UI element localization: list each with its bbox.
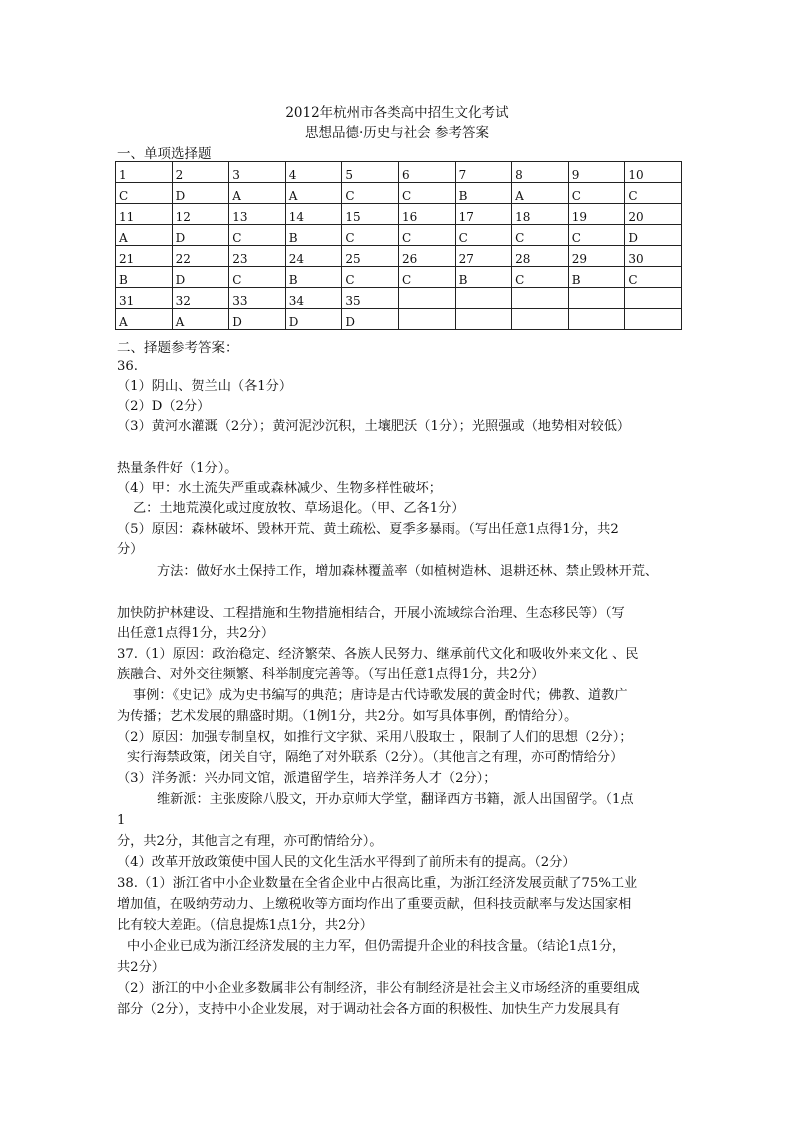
table-cell: A [116,309,173,330]
table-cell: 33 [229,288,286,309]
table-cell [625,309,682,330]
table-cell: 6 [398,162,455,183]
table-row [116,309,682,330]
table-cell: B [285,267,342,288]
table-cell: C [342,225,399,246]
table-row [116,246,682,267]
text-line: 加快防护林建设、工程措施和生物措施相结合，开展小流域综合治理、生态移民等）（写 [117,606,625,621]
table-cell: B [455,267,512,288]
table-cell: C [398,267,455,288]
text-line: 热量条件好（1分）。 [117,461,238,476]
table-cell: C [455,225,512,246]
table-cell: 35 [342,288,399,309]
table-cell: D [172,225,229,246]
text-line: 为传播；艺术发展的鼎盛时期。（1例1分，共2分。如写具体事例，酌情给分）。 [117,709,578,724]
table-cell: B [455,183,512,204]
table-cell: A [116,225,173,246]
table-cell: 8 [512,162,569,183]
text-line: （5）原因：森林破坏、毁林开荒、黄土疏松、夏季多暴雨。（写出任意1点得1分，共2 [117,522,619,537]
table-row [116,288,682,309]
table-cell: 10 [625,162,682,183]
table-cell: C [512,225,569,246]
table-row [116,225,682,246]
table-cell [568,288,625,309]
text-line: （3）黄河水灌溉（2分）；黄河泥沙沉积，土壤肥沃（1分）；光照强或（地势相对较低） [117,419,631,434]
table-cell: B [568,267,625,288]
text-line: （1）阴山、贺兰山（各1分） [117,379,293,394]
table-cell: 4 [285,162,342,183]
table-cell [625,288,682,309]
table-cell: 27 [455,246,512,267]
table-cell: 16 [398,204,455,225]
table-cell: 9 [568,162,625,183]
text-line: 37.（1）原因：政治稳定、经济繁荣、各族人民努力、继承前代文化和吸收外来文化 、民 [117,647,639,662]
text-line: 分） [117,542,144,557]
text-line: 方法：做好水土保持工作，增加森林覆盖率（如植树造林、退耕还林、禁止毁林开荒、 [157,564,659,579]
answer-table [115,161,682,330]
text-line: 维新派：主张废除八股文，开办京师大学堂，翻译西方书籍，派人出国留学。（1点 [157,792,634,807]
table-cell: C [512,267,569,288]
table-cell: 30 [625,246,682,267]
text-line: （2）原因：加强专制皇权，如推行文字狱、采用八股取士 ，限制了人们的思想（2分）； [117,730,633,745]
table-cell: D [625,225,682,246]
table-cell: C [342,267,399,288]
table-cell: C [398,225,455,246]
text-line: 36. [117,359,138,374]
text-line: 1 [117,813,126,828]
table-cell: A [229,183,286,204]
text-line: 部分（2分），支持中小企业发展，对于调动社会各方面的积极性、加快生产力发展具有 [117,1002,620,1017]
table-row [116,204,682,225]
text-line: 38.（1）浙江省中小企业数量在全省企业中占很高比重，为浙江经济发展贡献了75%工业 [117,876,638,891]
table-cell [398,288,455,309]
table-cell: 13 [229,204,286,225]
table-cell: C [625,267,682,288]
text-line: 比有较大差距。（信息提炼1点1分，共2分） [117,918,373,933]
text-line: （3）洋务派：兴办同文馆，派遣留学生，培养洋务人才（2分）； [117,771,497,786]
text-line: （4）改革开放政策使中国人民的文化生活水平得到了前所未有的提高。（2分） [117,855,576,870]
table-row [116,267,682,288]
table-cell: 24 [285,246,342,267]
table-cell: 29 [568,246,625,267]
table-cell: A [512,183,569,204]
table-cell: 3 [229,162,286,183]
table-cell [398,309,455,330]
text-line: （2）D（2分） [117,399,211,414]
text-line: 共2分） [117,960,165,975]
table-cell: 2 [172,162,229,183]
table-cell [512,309,569,330]
text-line: 乙：土地荒漠化或过度放牧、草场退化。（甲、乙各1分） [133,501,465,516]
text-line: （4）甲：水土流失严重或森林减少、生物多样性破坏； [117,481,442,496]
table-cell: 22 [172,246,229,267]
table-cell [455,288,512,309]
table-cell: C [229,267,286,288]
table-cell: D [285,309,342,330]
table-row [116,183,682,204]
table-cell: 34 [285,288,342,309]
table-cell: 7 [455,162,512,183]
text-line: 分，共2分，其他言之有理，亦可酌情给分）。 [117,834,383,849]
table-cell: 32 [172,288,229,309]
text-line: 事例：《史记》成为史书编写的典范；唐诗是古代诗歌发展的黄金时代；佛教、道教广 [133,688,628,703]
section1-heading: 一、单项选择题 [117,146,212,162]
table-cell: B [285,225,342,246]
table-cell: 26 [398,246,455,267]
table-cell: A [285,183,342,204]
table-cell: C [116,183,173,204]
text-line: 族融合、对外交往频繁、科举制度完善等。（写出任意1点得1分，共2分） [117,667,545,682]
table-cell: 15 [342,204,399,225]
table-cell: B [116,267,173,288]
table-cell: A [172,309,229,330]
table-cell: 21 [116,246,173,267]
table-cell: D [172,183,229,204]
table-cell: C [625,183,682,204]
table-cell: 23 [229,246,286,267]
text-line: 实行海禁政策，闭关自守，隔绝了对外联系（2分）。（其他言之有理，亦可酌情给分） [127,750,624,765]
table-cell: 19 [568,204,625,225]
table-cell: C [342,183,399,204]
table-cell: D [229,309,286,330]
text-line: 出任意1点得1分，共2分） [117,626,275,641]
table-cell: D [172,267,229,288]
table-cell: 28 [512,246,569,267]
table-cell: 31 [116,288,173,309]
text-line: （2）浙江的中小企业多数属非公有制经济，非公有制经济是社会主义市场经济的重要组成 [117,981,640,996]
table-cell: 1 [116,162,173,183]
table-cell [568,309,625,330]
table-cell: C [229,225,286,246]
table-row [116,162,682,183]
table-cell: 18 [512,204,569,225]
table-cell: C [568,183,625,204]
table-cell: C [398,183,455,204]
table-cell: 17 [455,204,512,225]
table-cell: D [342,309,399,330]
table-cell: 12 [172,204,229,225]
table-cell: 20 [625,204,682,225]
text-line: 增加值，在吸纳劳动力、上缴税收等方面均作出了重要贡献，但科技贡献率与发达国家相 [117,897,632,912]
table-cell: C [568,225,625,246]
table-cell: 25 [342,246,399,267]
table-cell [512,288,569,309]
section2-heading: 二、择题参考答案： [117,340,239,356]
table-cell: 14 [285,204,342,225]
table-cell: 11 [116,204,173,225]
table-cell [455,309,512,330]
document-title: 2012年杭州市各类高中招生文化考试 [285,105,509,121]
text-line: 中小企业已成为浙江经济发展的主力军，但仍需提升企业的科技含量。（结论1点1分， [127,939,626,954]
table-cell: 5 [342,162,399,183]
document-subtitle: 思想品德·历史与社会 参考答案 [304,125,490,141]
